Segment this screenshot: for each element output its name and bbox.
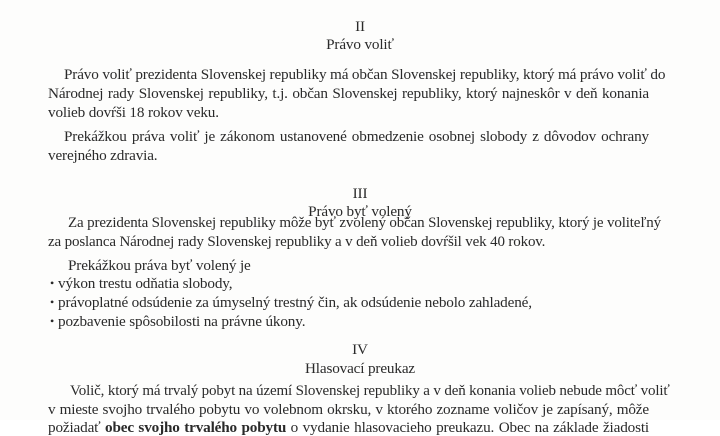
paragraph-line: Za prezidenta Slovenskej republiky môže byť zvolený občan Slovenskej republiky, ktorý je voliteľný xyxy=(68,215,661,231)
paragraph-line: Volič, ktorý má trvalý pobyt na území Slovenskej republiky a v deň konania volieb nebude môcť voliť xyxy=(70,383,670,399)
paragraph-line: za poslanca Národnej rady Slovenskej republiky a v deň volieb dovŕšil vek 40 rokov. xyxy=(48,234,546,250)
list-item-text: právoplatné odsúdenie za úmyselný trestný čin, ak odsúdenie nebolo zahladené, xyxy=(58,294,532,311)
list-item-text: výkon trestu odňatia slobody, xyxy=(58,275,233,292)
section-title: Hlasovací preukaz xyxy=(304,360,416,377)
bold-phrase: obec svojho trvalého pobytu xyxy=(105,419,287,436)
section-number: IV xyxy=(352,341,368,358)
paragraph-line: verejného zdravia. xyxy=(48,147,158,164)
paragraph-line: v mieste svojho trvalého pobytu vo volebnom okrsku, v ktorého zozname voličov je zapísaný, môže xyxy=(48,401,649,418)
paragraph-line: Právo voliť prezidenta Slovenskej republiky má občan Slovenskej republiky, ktorý má právo voliť do xyxy=(64,66,666,83)
list-item-text: pozbavenie spôsobilosti na právne úkony. xyxy=(58,313,306,330)
bullet-icon: • xyxy=(50,314,55,328)
bullet-icon: • xyxy=(50,276,55,290)
paragraph-line: volieb dovŕši 18 rokov veku. xyxy=(48,104,219,121)
list-intro: Prekážkou práva byť volený je xyxy=(68,257,251,274)
list-item xyxy=(50,275,232,292)
section-title: Právo byť volený xyxy=(308,203,412,220)
section-title: Právo voliť xyxy=(326,36,394,53)
paragraph-line: Národnej rady Slovenskej republiky, t.j. občan Slovenskej republiky, ktorý najneskôr v deň konania xyxy=(48,85,649,102)
list-item xyxy=(50,313,305,330)
section-number: II xyxy=(355,18,365,35)
bullet-icon: • xyxy=(50,295,55,309)
paragraph-line-partial: požiadať obec svojho trvalého pobytu o vydanie hlasovacieho preukazu. Obec na základe žiadosti xyxy=(48,419,649,436)
list-item xyxy=(50,294,532,311)
paragraph-line: Prekážkou práva voliť je zákonom ustanovené obmedzenie osobnej slobody z dôvodov ochrany xyxy=(64,128,649,145)
section-number: III xyxy=(352,185,368,202)
